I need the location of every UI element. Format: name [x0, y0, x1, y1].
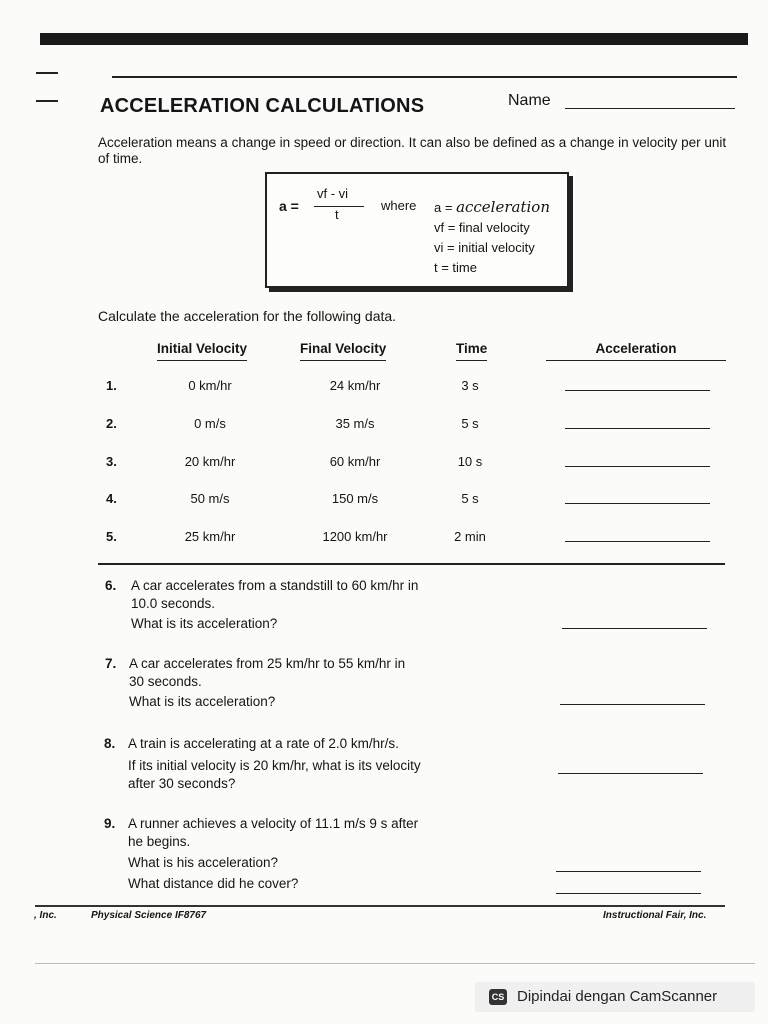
intro-text: Acceleration means a change in speed or direction. It can also be defined as a change in velocity per unit of time. [98, 135, 727, 166]
acceleration-answer-line[interactable] [565, 390, 710, 391]
name-label: Name [508, 92, 551, 109]
final-velocity: 60 km/hr [329, 454, 381, 469]
def-a [434, 198, 550, 216]
problem-line: A train is accelerating at a rate of 2.0 km/hr/s. [128, 736, 399, 751]
problem-question: after 30 seconds? [128, 776, 236, 791]
problem-6-answer-line[interactable] [562, 628, 707, 629]
problem-question: What is its acceleration? [129, 694, 276, 709]
top-border-bar [40, 33, 748, 45]
def-a-handwritten: acceleration [456, 198, 550, 216]
footer-publisher: Instructional Fair, Inc. [603, 910, 707, 921]
acceleration-answer-line[interactable] [565, 466, 710, 467]
footer-rule [35, 905, 725, 907]
camscanner-badge [475, 982, 755, 1012]
problem-line: A car accelerates from a standstill to 60 km/hr in [131, 578, 419, 593]
initial-velocity: 20 km/hr [184, 454, 236, 469]
final-velocity: 24 km/hr [329, 378, 381, 393]
initial-velocity: 50 m/s [190, 491, 230, 506]
page-edge [35, 963, 755, 964]
margin-mark [36, 100, 58, 102]
row-number: 5. [106, 529, 117, 544]
header-acceleration: Acceleration [546, 341, 726, 361]
problem-question: What is its acceleration? [131, 616, 278, 631]
problem-8-answer-line[interactable] [558, 773, 703, 774]
problem-line: 30 seconds. [129, 674, 202, 689]
problem-9 [104, 815, 418, 893]
time: 3 s [461, 378, 479, 393]
acceleration-answer-line[interactable] [565, 503, 710, 504]
camscanner-icon: CS [489, 989, 507, 1005]
problem-9-acceleration-line[interactable] [556, 871, 701, 872]
row-number: 4. [106, 491, 117, 506]
time: 5 s [461, 491, 479, 506]
problem-7-answer-line[interactable] [560, 704, 705, 705]
name-field[interactable] [565, 108, 735, 109]
camscanner-text: Dipindai dengan CamScanner [517, 988, 718, 1005]
time: 10 s [457, 454, 483, 469]
fraction-bar [314, 206, 364, 207]
formula-denominator: t [335, 207, 339, 222]
formula-lhs: a = [279, 198, 299, 214]
header-final-velocity: Final Velocity [300, 341, 386, 356]
row-number: 2. [106, 416, 117, 431]
problem-line: A car accelerates from 25 km/hr to 55 km/hr in [129, 656, 406, 671]
def-vi: vi = initial velocity [434, 240, 535, 255]
formula-where: where [381, 198, 417, 213]
header-rule [112, 76, 737, 78]
problem-line: 10.0 seconds. [131, 596, 216, 611]
formula-box [265, 172, 569, 288]
problem-8 [104, 735, 421, 793]
problem-question: What distance did he cover? [128, 876, 299, 891]
problem-line: A runner achieves a velocity of 11.1 m/s 9 s after [128, 816, 419, 831]
initial-velocity: 0 m/s [194, 416, 226, 431]
problem-7 [105, 655, 405, 711]
acceleration-answer-line[interactable] [565, 428, 710, 429]
calc-prompt: Calculate the acceleration for the following data. [98, 308, 397, 324]
footer-course: Physical Science IF8767 [91, 910, 207, 921]
initial-velocity: 0 km/hr [188, 378, 232, 393]
problem-question: What is his acceleration? [128, 855, 279, 870]
problem-number: 6. [105, 578, 117, 593]
final-velocity: 35 m/s [335, 416, 375, 431]
final-velocity: 150 m/s [331, 491, 379, 506]
margin-mark [36, 72, 58, 74]
header-initial-velocity: Initial Velocity [157, 341, 247, 356]
problem-line: he begins. [128, 834, 191, 849]
problem-6 [105, 577, 418, 633]
initial-velocity: 25 km/hr [184, 529, 236, 544]
footer-left: , Inc. [34, 910, 57, 921]
header-time: Time [456, 341, 487, 356]
acceleration-answer-line[interactable] [565, 541, 710, 542]
time: 2 min [454, 529, 486, 544]
problem-number: 8. [104, 736, 116, 751]
formula-numerator: vf - vi [317, 186, 349, 201]
problem-line: If its initial velocity is 20 km/hr, what is its velocity [128, 758, 421, 773]
section-divider [98, 563, 725, 565]
problem-number: 7. [105, 656, 117, 671]
row-number: 1. [106, 378, 117, 393]
def-a-prefix: a = [434, 200, 453, 215]
problem-9-distance-line[interactable] [556, 893, 701, 894]
def-t: t = time [434, 260, 477, 275]
time: 5 s [461, 416, 479, 431]
final-velocity: 1200 km/hr [322, 529, 388, 544]
problem-number: 9. [104, 816, 116, 831]
def-vf: vf = final velocity [434, 220, 530, 235]
worksheet-title: ACCELERATION CALCULATIONS [100, 95, 425, 117]
row-number: 3. [106, 454, 117, 469]
